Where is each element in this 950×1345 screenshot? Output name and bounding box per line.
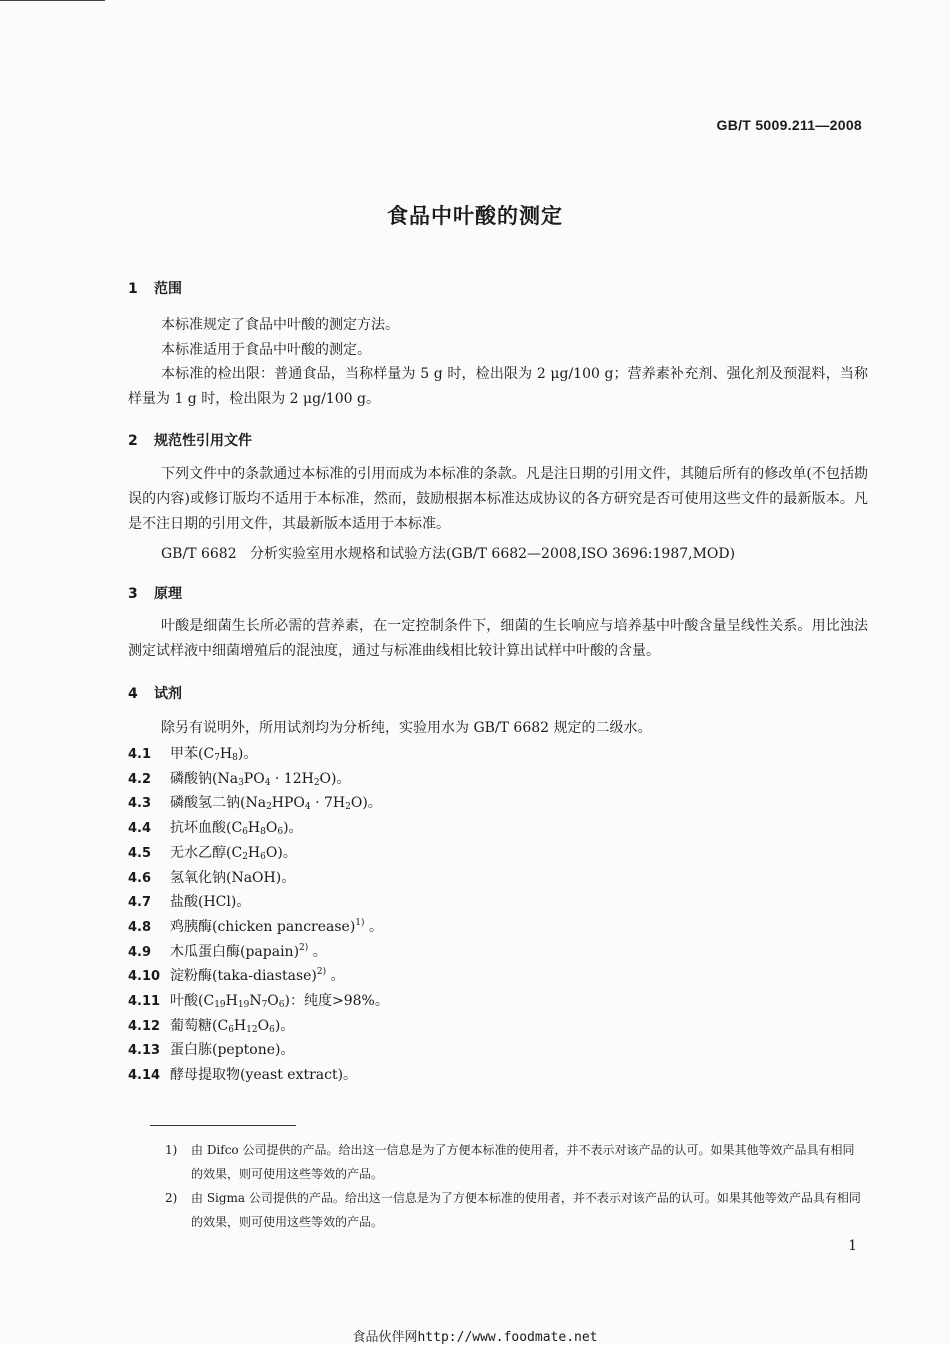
reagent-name: 葡萄糖 [170,1017,212,1034]
formula-subscript: 19 [214,1000,226,1010]
formula-subscript: 6 [278,1000,285,1010]
reagent-name: 氢氧化钠 [170,869,226,886]
reagent-formula [240,1067,357,1083]
formula-text: PO [243,770,265,787]
paragraph: 叶酸是细菌生长所必需的营养素，在一定控制条件下，细菌的生长响应与培养基中叶酸含量呈线性关系。用比浊法测定试样液中细菌增殖后的混浊度，通过与标准曲线相比较计算出试样中叶酸的含量。 [128,618,868,659]
reagent-item [128,965,345,985]
section-heading: 2 规范性引用文件 [128,433,252,449]
reagent-formula [198,746,257,762]
section-heading: 1 范围 [128,281,182,297]
paragraph: 本标准规定了食品中叶酸的测定方法。 [161,317,399,333]
reagent-formula [212,771,351,787]
reagent-item [128,817,303,837]
formula-text: (yeast extract)。 [240,1067,358,1084]
reagent-item [128,768,351,788]
reagent-number: 4.8 [128,919,152,935]
formula-text: (taka-diastase) [212,968,317,985]
formula-text: 。 [326,968,345,985]
reagent-name: 磷酸钠 [170,770,212,787]
reagent-item [128,916,383,936]
footer-watermark[interactable]: 食品伙伴网http://www.foodmate.net [352,1330,598,1345]
reagent-formula [212,919,383,935]
formula-text: (C [226,820,243,837]
formula-subscript: 6 [242,827,248,838]
formula-text: H [233,1017,247,1034]
formula-text: )。 [283,820,303,837]
formula-text: (papain) [240,943,300,960]
paragraph: 除另有说明外，所用试剂均为分析纯，实验用水为 GB/T 6682 规定的二级水。 [161,720,652,736]
formula-subscript: 12 [246,1024,258,1035]
reagent-item [128,867,295,887]
formula-subscript: 6 [269,1024,275,1035]
formula-subscript: 8 [260,827,266,838]
formula-text: (C [226,844,243,861]
formula-text: (C [198,746,215,762]
top-rule [0,0,105,1]
formula-subscript: 8 [232,753,238,763]
reagent-formula [198,894,250,910]
formula-subscript: 2 [345,802,351,813]
reagent-name: 叶酸 [170,993,198,1009]
formula-text: O)。 [265,844,297,861]
formula-text: )：纯度>98%。 [284,993,389,1009]
reagent-number: 4.1 [128,747,152,762]
formula-subscript: 7 [261,1000,268,1010]
reagent-name: 抗坏血酸 [170,820,226,837]
formula-text: N [249,993,262,1009]
reagent-item [128,1039,295,1059]
reagent-number: 4.5 [128,845,152,861]
formula-subscript: 4 [264,777,271,788]
footnote-ref: 2) [299,942,309,953]
formula-text: (C [212,1017,229,1034]
reagent-formula [212,1018,294,1034]
reagent-number: 4.6 [128,870,152,886]
paragraph: 本标准适用于食品中叶酸的测定。 [161,342,371,358]
reagent-name: 甲苯 [170,746,198,762]
paragraph: 下列文件中的条款通过本标准的引用而成为本标准的条款。凡是注日期的引用文件，其随后所有的修改单(不包括勘误的内容)或修订版均不适用于本标准，然而，鼓励根据本标准达成协议的各方研究是否可使用这些文件的最新版本。凡是不注日期的引用文件，其最新版本适用于本标准。 [128,466,868,532]
normative-reference: GB/T 6682 分析实验室用水规格和试验方法(GB/T 6682—2008,ISO 3696:1987,MOD) [161,546,736,562]
formula-subscript: 7 [214,753,220,763]
formula-text: (Na [240,795,267,812]
formula-text: 。 [364,918,383,935]
footnote: 2) 由 Sigma 公司提供的产品。给出这一信息是为了方便本标准的使用者，并不表示对该产品的认可。如果其他等效产品具有相同的效果，则可使用这些等效的产品。 [165,1191,861,1229]
reagent-number: 4.7 [128,895,152,911]
reagent-formula [226,845,297,861]
standard-code: GB/T 5009.211—2008 [716,117,862,133]
formula-text: O)。 [319,770,351,787]
page-number: 1 [848,1238,857,1254]
formula-text: (HCl)。 [198,894,251,911]
formula-text: 。 [308,943,327,960]
formula-text: )。 [274,1017,295,1034]
reagent-item [128,891,250,911]
paragraph: 本标准的检出限：普通食品，当称样量为 5 g 时，检出限为 2 μg/100 g；营养素补充剂、强化剂及预混料，当称样量为 1 g 时，检出限为 2 μg/100 g。 [128,366,868,407]
reagent-number: 4.14 [128,1068,161,1084]
reagent-formula [226,870,295,886]
reagent-number: 4.12 [128,1018,161,1034]
reagent-formula [212,968,345,984]
formula-text: · 7H [310,795,346,812]
formula-subscript: 3 [238,777,244,788]
formula-text: H [225,993,238,1009]
formula-subscript: 4 [304,802,311,813]
reagent-name: 木瓜蛋白酶 [170,943,240,960]
footnote: 1) 由 Difco 公司提供的产品。给出这一信息是为了方便本标准的使用者，并不表示对该产品的认可。如果其他等效产品具有相同的效果，则可使用这些等效的产品。 [165,1143,855,1181]
formula-subscript: 2 [266,802,272,813]
reagent-formula [226,820,303,836]
formula-text: O [267,993,279,1009]
reagent-formula [212,1042,295,1058]
reagent-name: 无水乙醇 [170,844,226,861]
footnote-ref: 2) [316,967,327,978]
formula-text: H [219,746,233,762]
section-heading: 4 试剂 [128,686,182,702]
reagent-name: 鸡胰酶 [170,918,212,935]
document-title: 食品中叶酸的测定 [387,204,563,228]
formula-subscript: 6 [228,1024,234,1035]
formula-text: O [265,820,278,837]
reagent-number: 4.11 [128,994,161,1009]
reagent-item [128,941,327,961]
reagent-item [128,743,257,763]
formula-text: (C [198,993,215,1009]
formula-text: · 12H [270,770,314,787]
reagent-formula [240,944,327,960]
reagent-item [128,1064,357,1084]
reagent-name: 磷酸氢二钠 [170,795,240,812]
formula-text: O [257,1017,270,1034]
formula-text: HPO [271,795,305,812]
reagent-formula [240,795,382,811]
reagent-name: 淀粉酶 [170,968,212,985]
reagent-number: 4.2 [128,771,152,787]
reagent-name: 盐酸 [170,894,198,911]
formula-subscript: 6 [260,851,266,862]
footnote-divider [150,1125,296,1126]
reagent-number: 4.9 [128,944,152,960]
formula-text: H [247,820,261,837]
formula-subscript: 6 [277,827,284,838]
reagent-name: 蛋白胨 [170,1042,212,1059]
reagent-number: 4.4 [128,821,152,837]
reagent-number: 4.13 [128,1043,161,1059]
formula-subscript: 19 [237,1000,250,1010]
reagent-item [128,990,389,1010]
formula-text: (Na [212,770,239,787]
formula-subscript: 2 [242,851,248,862]
reagent-item [128,1015,294,1035]
section-heading: 3 原理 [128,586,182,602]
reagent-number: 4.10 [128,969,161,985]
reagent-number: 4.3 [128,796,152,812]
formula-text: H [247,844,261,861]
reagent-name: 酵母提取物 [170,1067,240,1084]
reagent-item [128,842,297,862]
formula-text: )。 [237,746,258,762]
formula-text: O)。 [350,795,382,812]
formula-text: (NaOH)。 [226,869,296,886]
reagent-item [128,792,382,812]
formula-text: (peptone)。 [212,1042,295,1059]
formula-text: (chicken pancrease) [212,918,356,935]
footnote-ref: 1) [355,917,365,928]
reagent-formula [198,993,389,1009]
formula-subscript: 2 [313,777,320,788]
